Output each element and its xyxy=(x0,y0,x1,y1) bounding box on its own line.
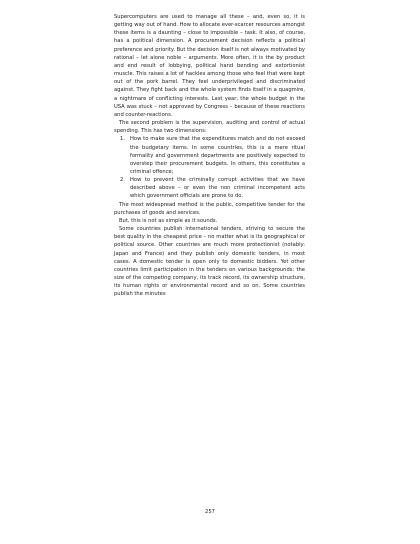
list-item-number: 2. xyxy=(120,177,125,184)
list-item-text: How to make sure that the expenditures match and do not exceed the budgetary items. In some countries, this is a mere ritual formality and government departments are positively expected to overstep their procurement budgets. In others, this constitutes a criminal offence; xyxy=(130,136,305,175)
paragraph-5: Some countries publish international tenders, striving to secure the best quality in the cheapest price – no matter what is its geographical or political source. Other countries are much more protectionist (notably: Japan and France) and they publish only domestic tenders, in most cases. A domestic tender is open only to domestic bidders. Yet other countries limit participation in the tenders on various backgrounds: the size of the competing company, its track record, its ownership structure, its human rights or environmental record and so on. Some countries publish the minutes xyxy=(114,226,305,298)
body-text xyxy=(114,13,305,298)
list-item xyxy=(114,176,305,200)
paragraph-2: The second problem is the supervision, auditing and control of actual spending. This has two dimensions: xyxy=(114,120,305,135)
numbered-list xyxy=(114,135,305,200)
paragraph-4: But, this is not as simple as it sounds. xyxy=(119,217,218,224)
page-number: 257 xyxy=(205,509,215,515)
paragraph-1: Supercomputers are used to manage all these – and, even so, it is getting way out of hand. How to allocate ever-scarcer resources amongst these items is a daunting – close to impossible – task. It also, of course, has a political dimension. A procurement decision reflects a political preference and priority. But the decision itself is not always motivated by rational – let alone noble – arguments. More often, it is the by product and end result of lobbying, political hand bending and extortionist muscle. This raises a lot of hackles among those who feel that were kept out of the pork barrel. They feel underprivileged and discriminated against. They fight back and the whole system finds itself in a quagmire, a nightmare of conflicting interests. Last year, the whole budget in the USA was stuck – not approved by Congress – because of these reactions and counter-reactions. xyxy=(114,14,305,118)
list-item-text: How to prevent the criminally corrupt activities that we have described above – or even the non criminal incompetent acts which government officials are prone to do. xyxy=(130,177,305,200)
list-item-number: 1. xyxy=(120,136,125,143)
paragraph-3: The most widespread method is the public, competitive tender for the purchases of goods and services. xyxy=(114,201,305,216)
list-item xyxy=(114,135,305,176)
